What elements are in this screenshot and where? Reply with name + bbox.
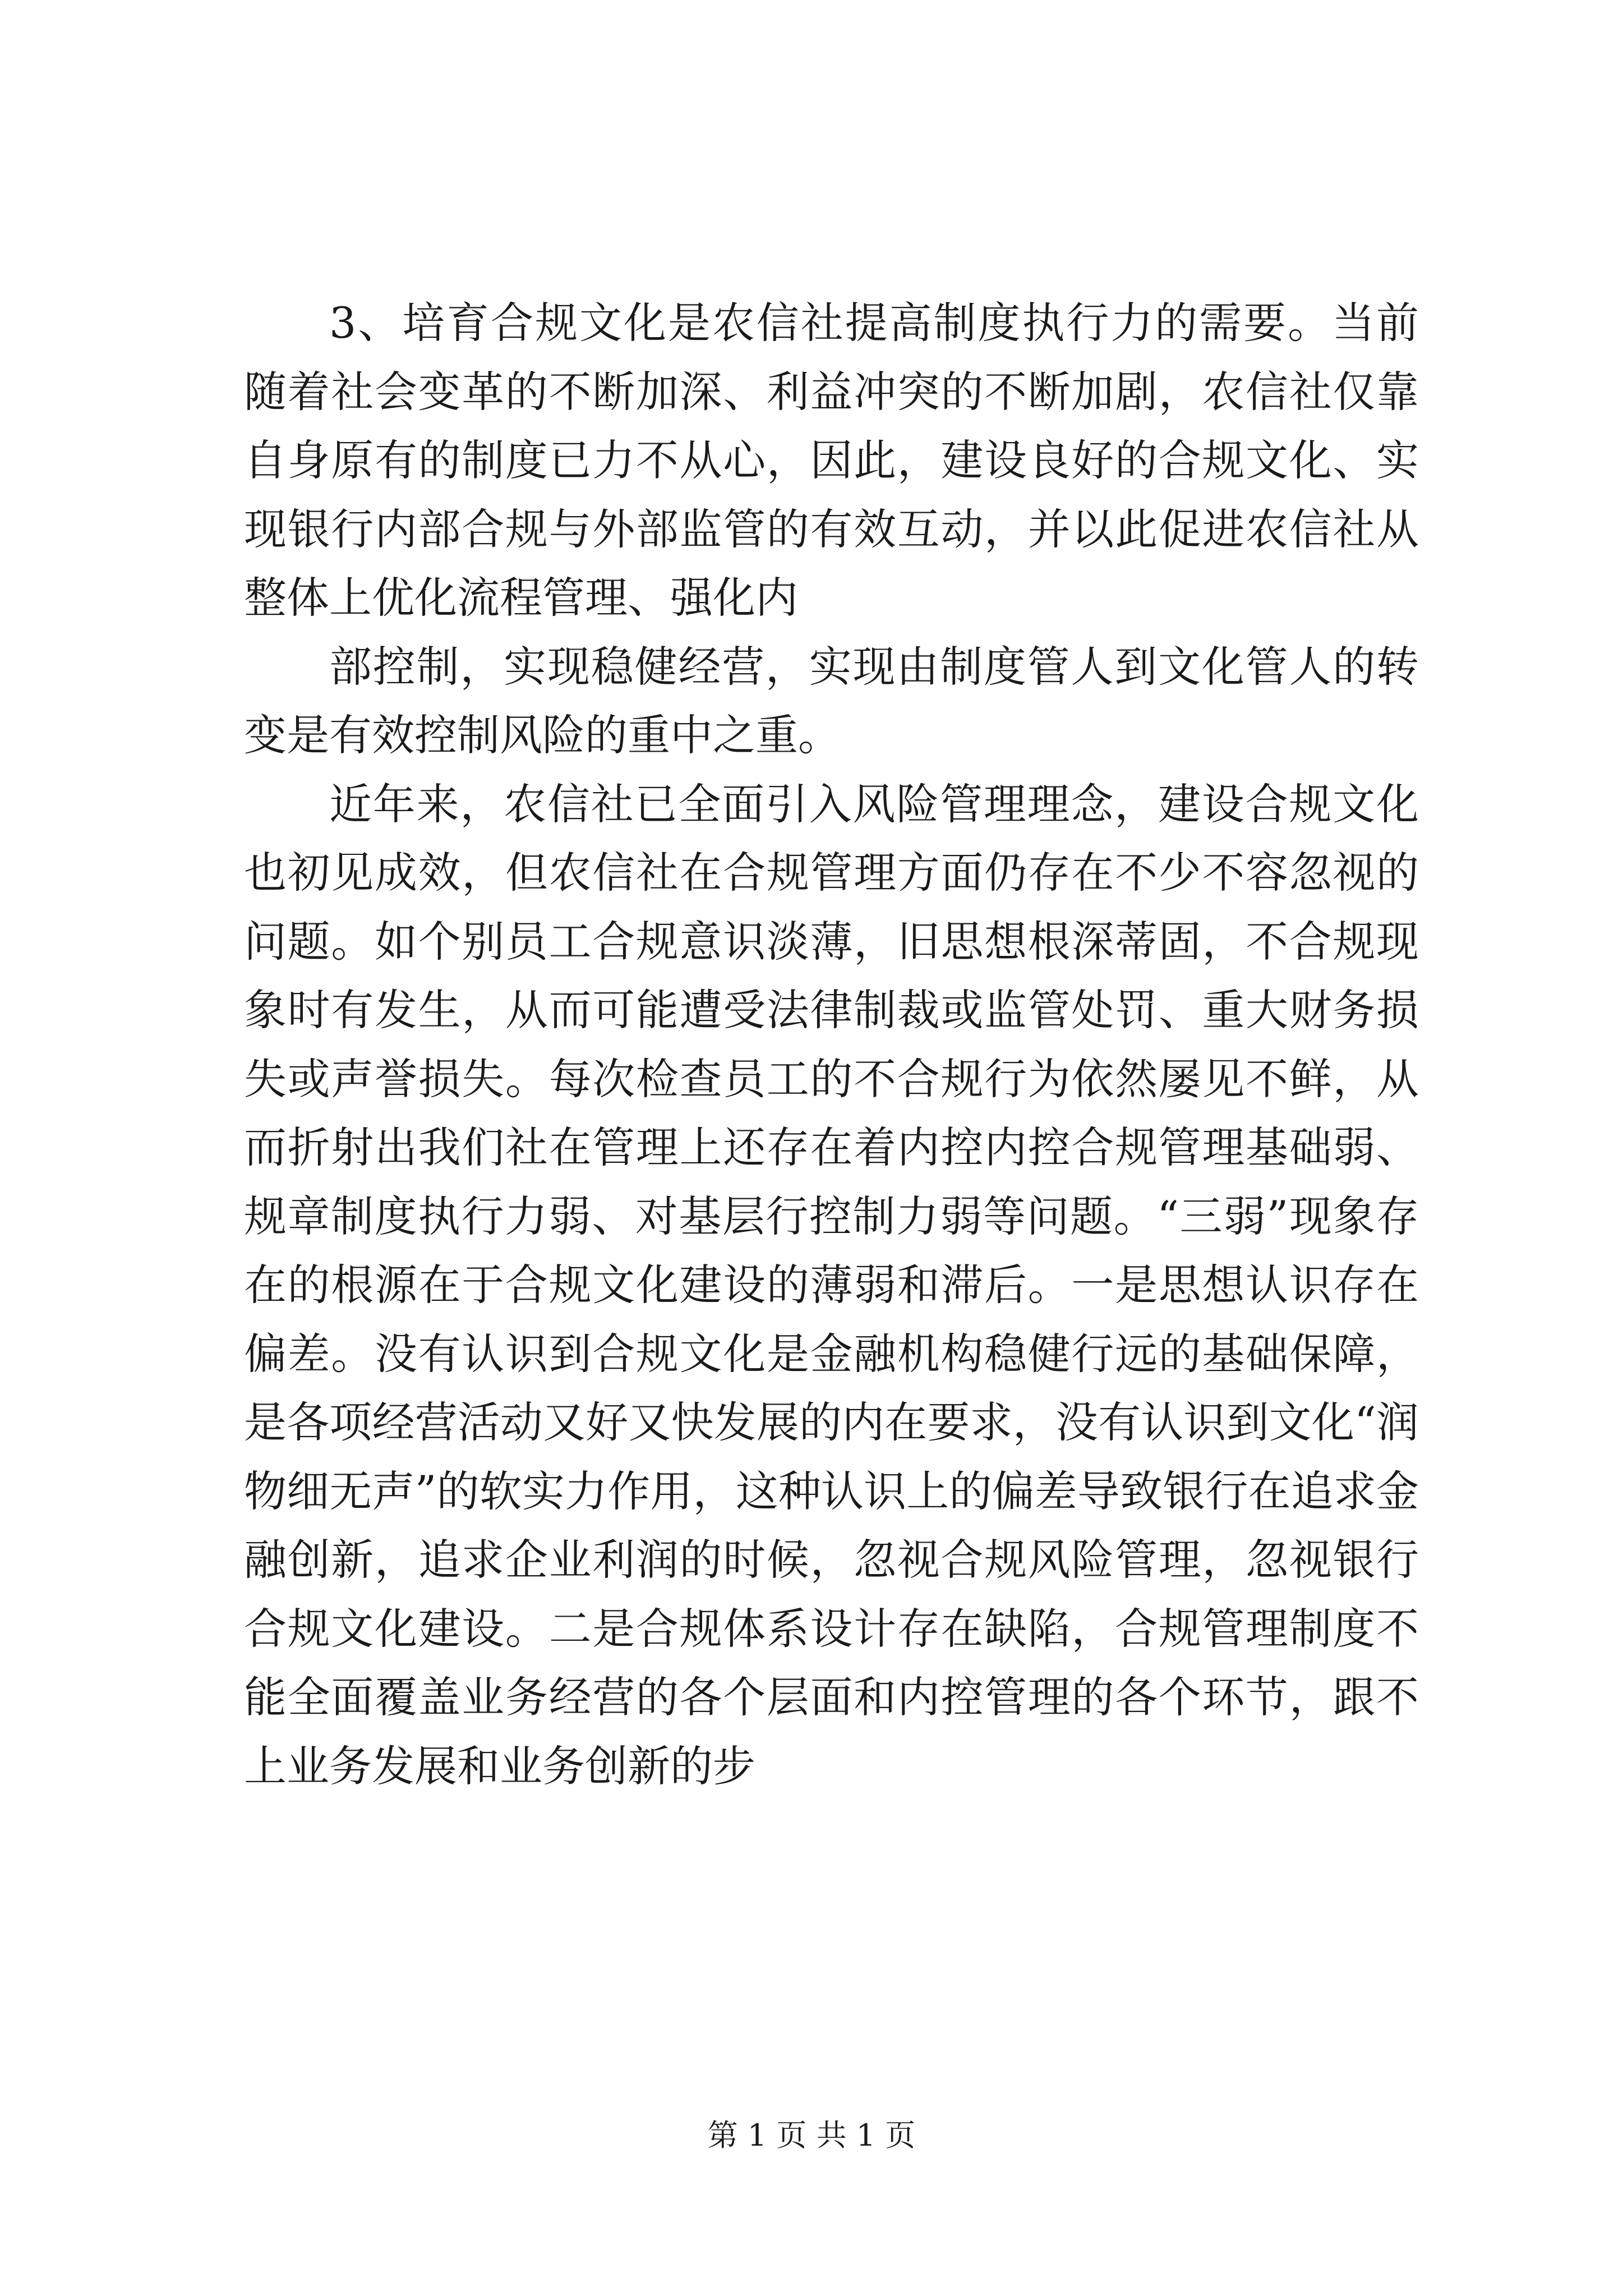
page-footer: 第 1 页 共 1 页 xyxy=(707,2118,916,2153)
paragraph-3: 近年来，农信社已全面引入风险管理理念，建设合规文化也初见成效，但农信社在合规管理方面仍存在不少不容忽视的问题。如个别员工合规意识淡薄，旧思想根深蒂固，不合规现象时有发生，从而可能遭受法律制裁或监管处罚、重大财务损失或声誉损失。每次检查员工的不合规行为依然屡见不鲜，从而折射出我们社在管理上还存在着内控内控合规管理基础弱、规章制度执行力弱、对基层行控制力弱等问题。“三弱”现象存在的根源在于合规文化建设的薄弱和滞后。一是思想认识存在偏差。没有认识到合规文化是金融机构稳健行远的基础保障，是各项经营活动又好又快发展的内在要求，没有认识到文化“润物细无声”的软实力作用，这种认识上的偏差导致银行在追求金融创新，追求企业利润的时候，忽视合规风险管理，忽视银行合规文化建设。二是合规体系设计存在缺陷，合规管理制度不能全面覆盖业务经营的各个层面和内控管理的各个环节，跟不上业务发展和业务创新的步 xyxy=(244,779,1419,1791)
document-body xyxy=(244,289,1419,1801)
paragraph-1: 3、培育合规文化是农信社提高制度执行力的需要。当前随着社会变革的不断加深、利益冲突的不断加剧，农信社仅靠自身原有的制度已力不从心，因此，建设良好的合规文化、实现银行内部合规与外部监管的有效互动，并以此促进农信社从整体上优化流程管理、强化内 xyxy=(244,298,1419,623)
paragraph-2: 部控制，实现稳健经营，实现由制度管人到文化管人的转变是有效控制风险的重中之重。 xyxy=(244,641,1419,760)
